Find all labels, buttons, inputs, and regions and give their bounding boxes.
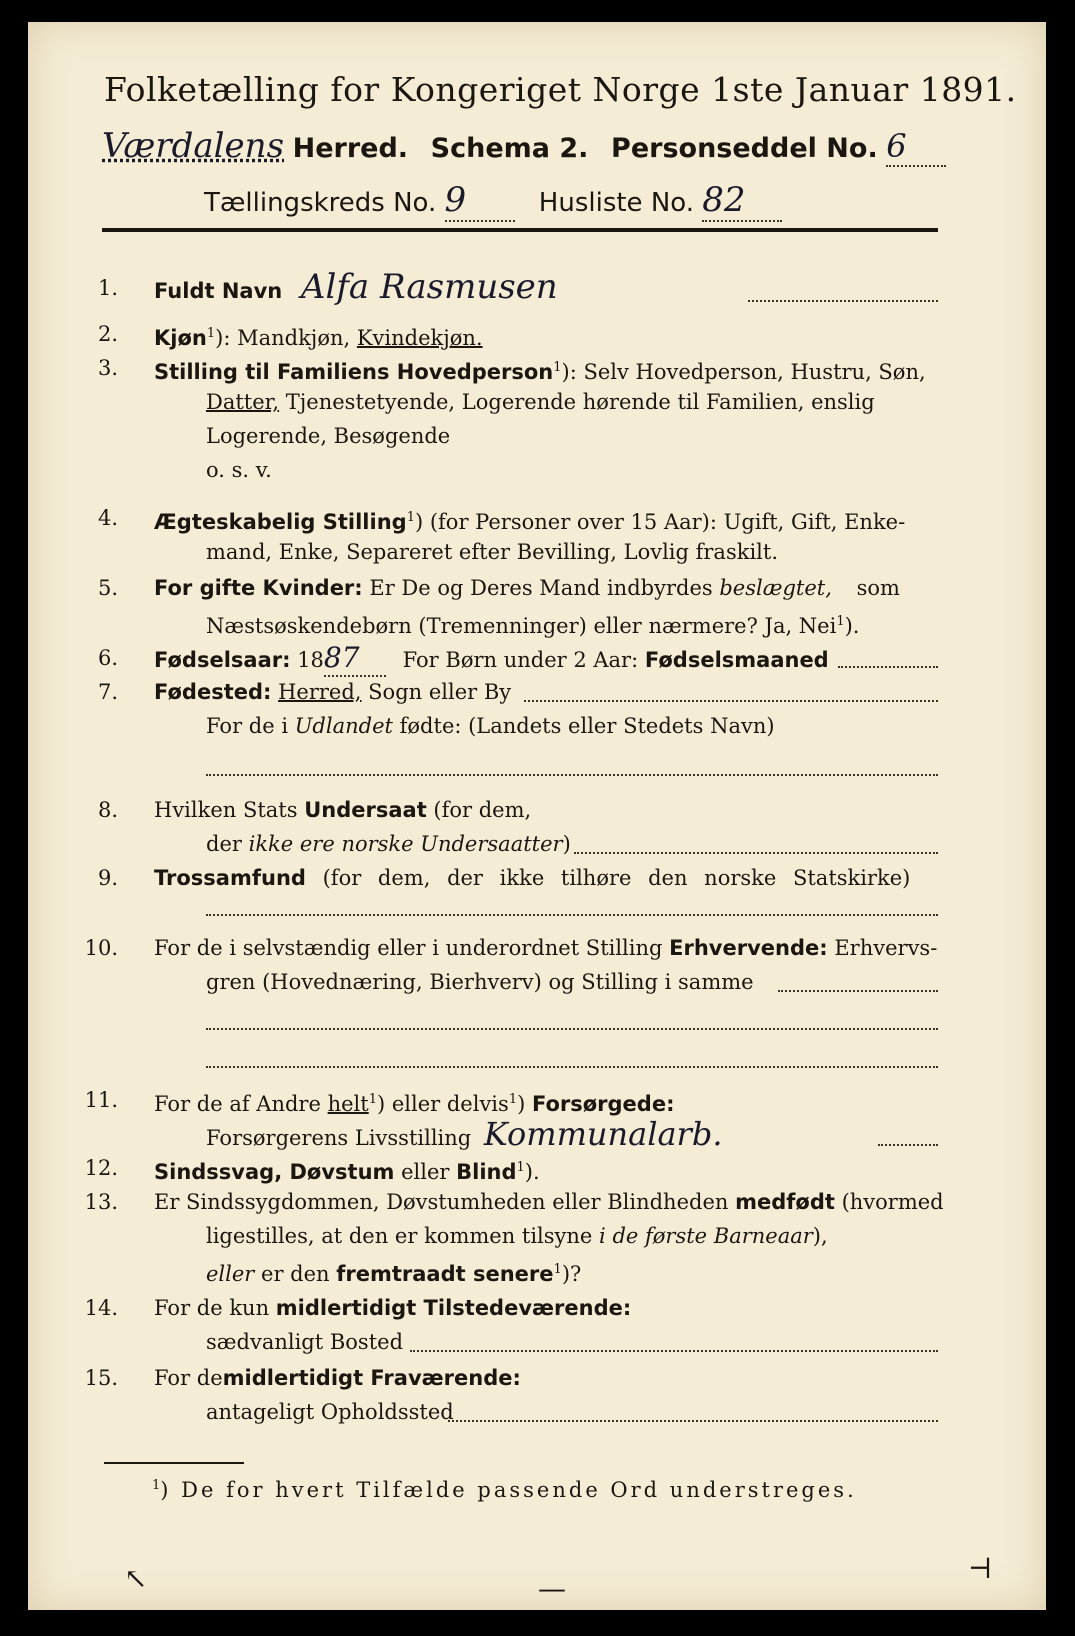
item-7-l2-italic: Udlandet xyxy=(294,714,393,738)
item-6-text: For Børn under 2 Aar: xyxy=(402,648,639,672)
item-13-l2-a: ligestilles, at den er kommen tilsyne xyxy=(206,1224,593,1248)
item-10-a: For de i selvstændig eller i underordnet Stilling xyxy=(154,936,663,960)
item-number-3: 3. xyxy=(97,356,118,380)
item-13-c: (hvormed xyxy=(841,1190,944,1214)
item-8-l2-a: der xyxy=(206,832,242,856)
item-9-label: Trossamfund xyxy=(154,866,306,890)
dots-6 xyxy=(838,666,938,668)
provider-occupation-answer: Kommunalarb. xyxy=(483,1115,723,1153)
item-6-month-label: Fødselsmaaned xyxy=(644,648,829,672)
schema-label: Schema 2. xyxy=(430,133,589,164)
item-8-l2-italic: ikke ere norske Undersaatter xyxy=(248,832,563,856)
item-9-text: (for dem, der ikke tilhøre den norske Statskirke) xyxy=(322,866,911,890)
item-15-label: midlertidigt Fraværende: xyxy=(222,1366,521,1390)
item-1 xyxy=(154,267,558,308)
item-3-label: Stilling til Familiens Hovedperson xyxy=(154,360,554,384)
item-4-options: (for Personer over 15 Aar): Ugift, Gift, Enke- xyxy=(429,510,906,534)
item-number-10: 10. xyxy=(84,936,118,960)
item-number-1: 1. xyxy=(97,276,118,300)
husliste-label: Husliste No. xyxy=(538,188,694,218)
option-helt: helt xyxy=(327,1092,369,1116)
item-10-label: Erhvervende: xyxy=(669,936,828,960)
item-11-line-2 xyxy=(206,1117,722,1155)
item-13-line-3: eller er den fremtraadt senere$^1$)? xyxy=(206,1262,582,1286)
item-2: Kjøn$^1$): Mandkjøn, Kvindekjøn. xyxy=(154,326,483,350)
dots-10b xyxy=(206,1028,938,1030)
item-3: Stilling til Familiens Hovedperson$^1$): Selv Hovedperson, Hustru, Søn, xyxy=(154,360,926,384)
pencil-mark-center: — xyxy=(538,1572,566,1605)
item-13-l3-a: er den xyxy=(261,1262,330,1286)
item-number-2: 2. xyxy=(97,322,118,346)
item-12: Sindssvag, Døvstum eller Blind$^1$). xyxy=(154,1160,540,1184)
item-6 xyxy=(154,641,829,677)
item-number-12: 12. xyxy=(84,1156,118,1180)
item-13-l3-b: fremtraadt senere xyxy=(336,1262,554,1286)
item-8-a: Hvilken Stats xyxy=(154,798,298,822)
item-13-l2-italic: i de første Barneaar xyxy=(599,1224,813,1248)
item-4-label: Ægteskabelig Stilling xyxy=(154,510,407,534)
item-4-line-2: mand, Enke, Separeret efter Bevilling, Lovlig fraskilt. xyxy=(206,540,779,564)
option-mandkjon: Mandkjøn, xyxy=(237,326,351,350)
item-number-14: 14. xyxy=(84,1296,118,1320)
dots-14 xyxy=(410,1350,938,1352)
item-13-label: medfødt xyxy=(735,1190,835,1214)
footnote-mark: 1 xyxy=(152,1478,161,1493)
item-9 xyxy=(154,861,910,895)
option-kvindekjon: Kvindekjøn. xyxy=(356,326,483,350)
item-number-13: 13. xyxy=(84,1190,118,1214)
item-12-b: eller xyxy=(401,1160,450,1184)
item-number-9: 9. xyxy=(97,866,118,890)
kreds-no: 9 xyxy=(445,180,515,222)
census-form xyxy=(28,22,1046,1610)
herred-line xyxy=(102,126,946,167)
form-title: Folketælling for Kongeriget Norge 1ste Januar 1891. xyxy=(104,70,1017,109)
footnote-rule xyxy=(104,1462,244,1464)
item-3-options-2: Tjenestetyende, Logerende hørende til Familien, enslig xyxy=(285,390,875,414)
item-8-line-2: der ikke ere norske Undersaatter) xyxy=(206,832,571,856)
item-5 xyxy=(154,571,900,605)
item-11-b: eller delvis xyxy=(391,1092,509,1116)
item-7-text: Sogn eller By xyxy=(368,680,512,704)
personseddel-no: 6 xyxy=(886,127,946,167)
option-herred: Herred, xyxy=(278,680,362,704)
dots-9 xyxy=(206,914,938,916)
item-7-l2-a: For de i xyxy=(206,714,289,738)
full-name-answer: Alfa Rasmusen xyxy=(300,267,558,307)
item-7-label: Fødested: xyxy=(154,680,272,704)
dots-10a xyxy=(778,990,938,992)
item-10-line-2: gren (Hovednæring, Bierhverv) og Stilling i samme xyxy=(206,970,754,994)
item-number-7: 7. xyxy=(97,680,118,704)
item-8-label: Undersaat xyxy=(304,798,427,822)
dots-11 xyxy=(878,1144,938,1146)
item-7-line-2 xyxy=(206,709,775,743)
item-14-label: midlertidigt Tilstedeværende: xyxy=(275,1296,632,1320)
item-12-label: Sindssvag, Døvstum xyxy=(154,1160,395,1184)
item-12-c: Blind xyxy=(456,1160,517,1184)
item-10-c: Erhvervs- xyxy=(834,936,938,960)
item-5-question: Næstsøskendebørn (Tremenninger) eller nærmere? Ja, Nei xyxy=(206,614,837,638)
item-13-l3-italic: eller xyxy=(206,1262,255,1286)
item-14 xyxy=(154,1291,631,1325)
dots-7b xyxy=(206,774,938,776)
item-7-l2-b: fødte: (Landets eller Stedets Navn) xyxy=(399,714,775,738)
dots-10c xyxy=(206,1066,938,1068)
item-3-options: Selv Hovedperson, Hustru, Søn, xyxy=(583,360,926,384)
dots-7 xyxy=(524,700,938,702)
item-15-line-2: antageligt Opholdssted xyxy=(206,1400,454,1424)
header-rule xyxy=(102,228,938,232)
item-5-italic: beslægtet, xyxy=(719,576,832,600)
item-13-line-2: ligestilles, at den er kommen tilsyne i de første Barneaar), xyxy=(206,1224,828,1248)
pencil-mark-left: ↖ xyxy=(124,1562,148,1595)
footnote xyxy=(152,1478,857,1502)
item-number-6: 6. xyxy=(97,646,118,670)
item-3-line-4: o. s. v. xyxy=(206,458,272,482)
item-number-4: 4. xyxy=(97,506,118,530)
item-number-15: 15. xyxy=(84,1366,118,1390)
item-6-label: Fødselsaar: xyxy=(154,648,291,672)
item-5-text: Er De og Deres Mand indbyrdes xyxy=(369,576,713,600)
item-8 xyxy=(154,793,531,827)
kreds-line xyxy=(204,180,782,222)
item-number-11: 11. xyxy=(84,1088,118,1112)
item-14-line-2: sædvanligt Bosted xyxy=(206,1330,404,1354)
item-4: Ægteskabelig Stilling$^1$) (for Personer over 15 Aar): Ugift, Gift, Enke- xyxy=(154,510,906,534)
item-5-som: som xyxy=(856,576,900,600)
item-11: For de af Andre helt$^1$) eller delvis$^1$) Forsørgede: xyxy=(154,1092,675,1116)
birth-year-answer: 87 xyxy=(324,641,386,677)
kreds-label: Tællingskreds No. xyxy=(204,188,437,218)
item-14-a: For de kun xyxy=(154,1296,270,1320)
item-5-line-2: Næstsøskendebørn (Tremenninger) eller nærmere? Ja, Nei$^1$). xyxy=(206,614,860,638)
pencil-mark-right: ⊣ xyxy=(968,1552,993,1585)
item-number-5: 5. xyxy=(97,576,118,600)
herred-name: Værdalens xyxy=(102,126,285,166)
item-8-c: (for dem, xyxy=(433,798,532,822)
item-3-line-2 xyxy=(206,385,875,419)
item-2-label: Kjøn xyxy=(154,326,207,350)
footnote-text: ) De for hvert Tilfælde passende Ord understreges. xyxy=(160,1478,857,1502)
item-3-line-3: Logerende, Besøgende xyxy=(206,424,451,448)
item-number-8: 8. xyxy=(97,798,118,822)
dots-15 xyxy=(448,1420,938,1422)
item-13-a: Er Sindssygdommen, Døvstumheden eller Blindheden xyxy=(154,1190,729,1214)
dots-8 xyxy=(574,852,938,854)
birth-year-prefix: 18 xyxy=(297,648,324,672)
item-11-label: Forsørgede: xyxy=(531,1092,675,1116)
herred-label: Herred. xyxy=(292,133,409,164)
item-13 xyxy=(154,1185,944,1219)
item-15 xyxy=(154,1361,521,1395)
item-5-label: For gifte Kvinder: xyxy=(154,576,363,600)
husliste-no: 82 xyxy=(702,180,782,222)
item-7 xyxy=(154,675,511,709)
item-15-a: For de xyxy=(154,1366,223,1390)
item-10 xyxy=(154,931,937,965)
item-11-a: For de af Andre xyxy=(154,1092,321,1116)
dots-1 xyxy=(748,300,938,302)
item-11-l2: Forsørgerens Livsstilling xyxy=(206,1126,472,1150)
option-datter: Datter, xyxy=(206,390,280,414)
item-1-label: Fuldt Navn xyxy=(154,279,283,303)
personseddel-label: Personseddel No. xyxy=(611,133,878,164)
